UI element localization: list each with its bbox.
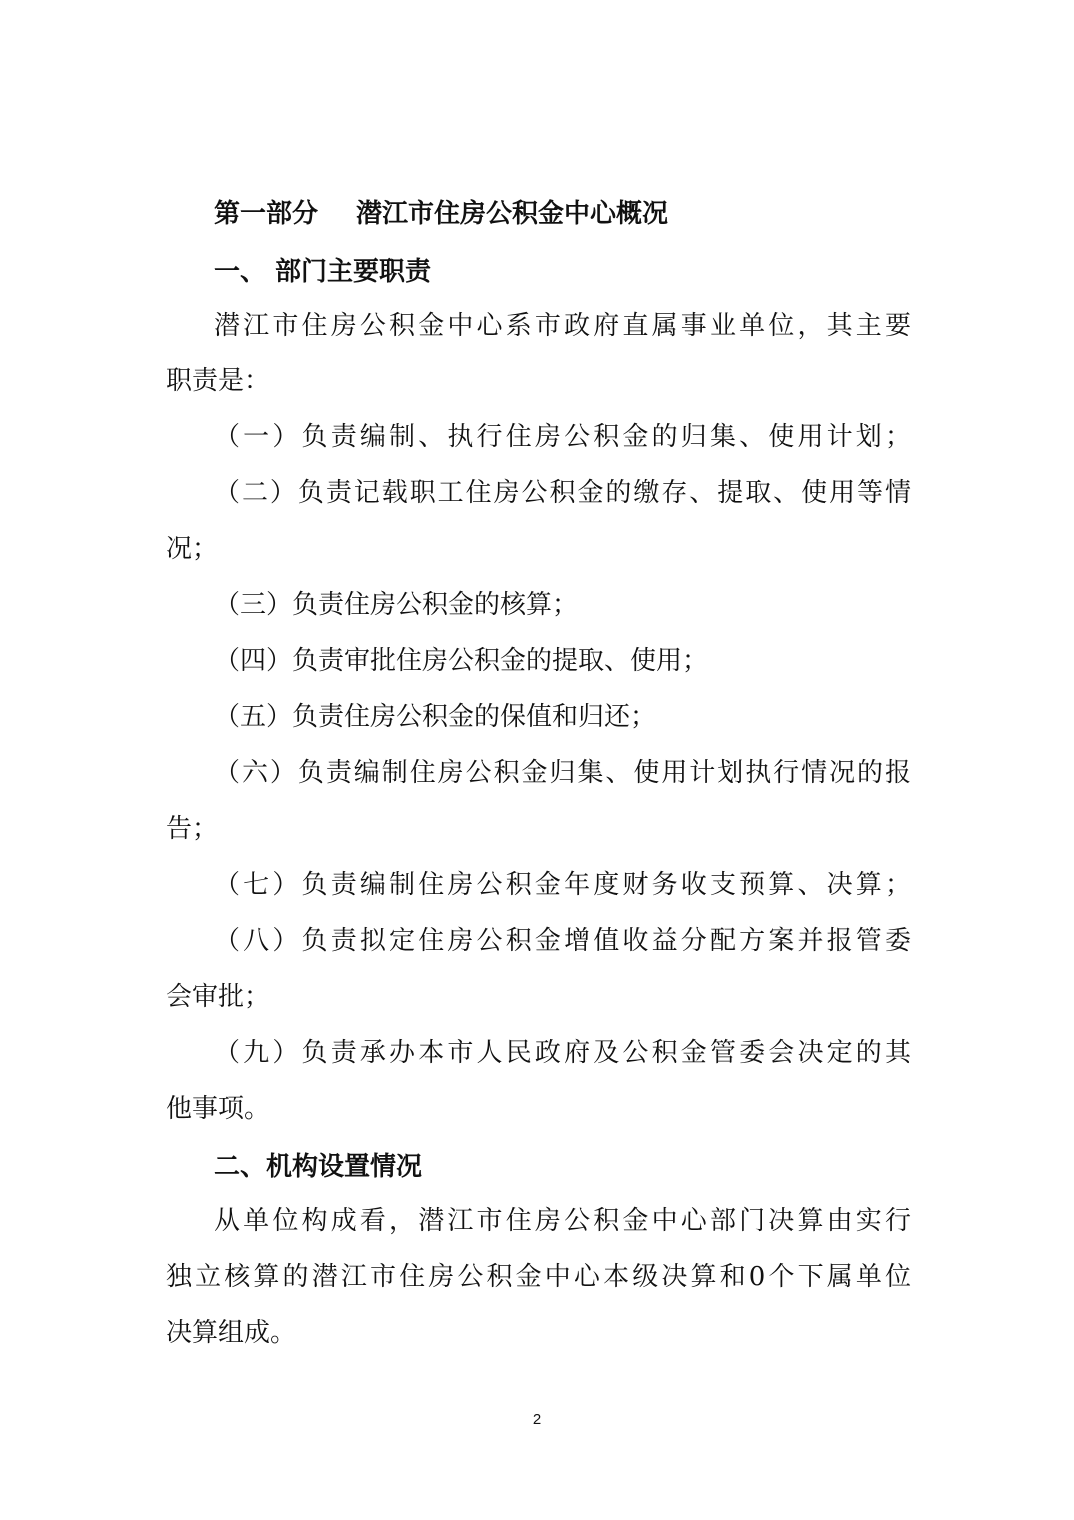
- duty-item-8-line-1: （八）负责拟定住房公积金增值收益分配方案并报管委: [214, 926, 911, 956]
- section-title-name: 潜江市住房公积金中心概况: [356, 199, 669, 229]
- duty-item-1: （一）负责编制、执行住房公积金的归集、使用计划；: [214, 422, 911, 452]
- section-title-part: 第一部分: [214, 199, 319, 229]
- duty-item-3: （三）负责住房公积金的核算；: [214, 590, 579, 620]
- duty-item-5: （五）负责住房公积金的保值和归还；: [214, 702, 657, 732]
- duty-item-9-line-1: （九）负责承办本市人民政府及公积金管委会决定的其: [214, 1038, 911, 1068]
- org-line-2: 独立核算的潜江市住房公积金中心本级决算和0个下属单位: [166, 1262, 911, 1292]
- heading-duties: 一、 部门主要职责: [214, 257, 432, 287]
- heading-organization: 二、机构设置情况: [214, 1152, 423, 1182]
- duty-item-9-line-2: 他事项。: [166, 1094, 271, 1124]
- duty-item-2-line-1: （二）负责记载职工住房公积金的缴存、提取、使用等情: [214, 478, 911, 508]
- intro-line-2: 职责是：: [166, 366, 271, 396]
- intro-line-1: 潜江市住房公积金中心系市政府直属事业单位，其主要: [214, 311, 911, 341]
- duty-item-7: （七）负责编制住房公积金年度财务收支预算、决算；: [214, 870, 911, 900]
- org-line-1: 从单位构成看，潜江市住房公积金中心部门决算由实行: [214, 1206, 911, 1236]
- duty-item-8-line-2: 会审批；: [166, 982, 271, 1012]
- duty-item-6-line-2: 告；: [166, 814, 219, 844]
- duty-item-6-line-1: （六）负责编制住房公积金归集、使用计划执行情况的报: [214, 758, 911, 788]
- duty-item-2-line-2: 况；: [166, 534, 219, 564]
- org-line-3: 决算组成。: [166, 1318, 297, 1348]
- duty-item-4: （四）负责审批住房公积金的提取、使用；: [214, 646, 709, 676]
- page-number: 2: [532, 1411, 542, 1428]
- section-title: [214, 197, 911, 231]
